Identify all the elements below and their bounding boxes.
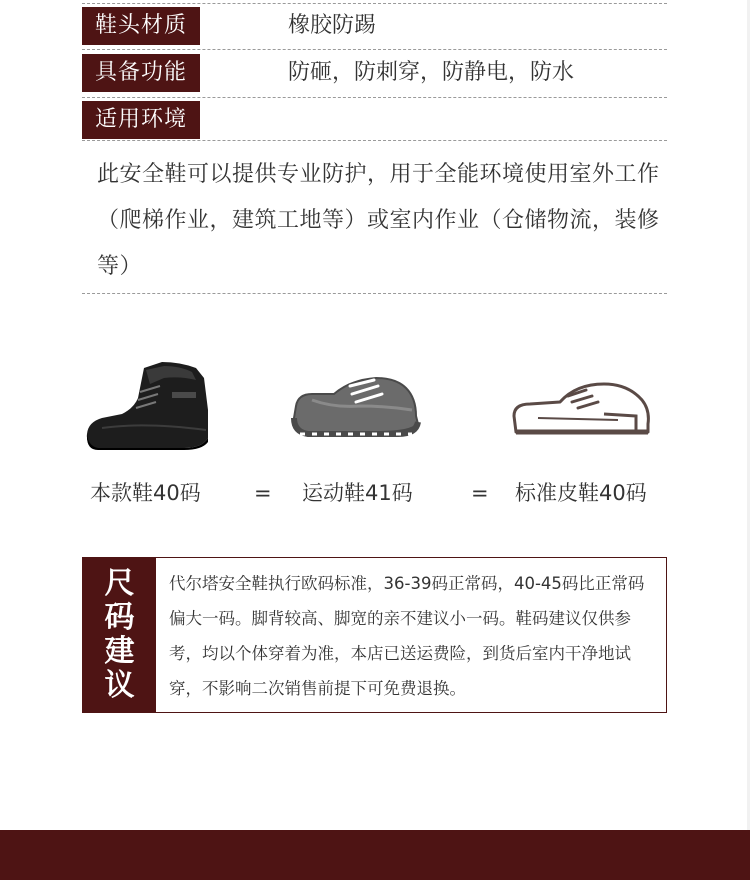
sneaker-icon xyxy=(290,372,422,442)
dress-shoe-size-label: 标准皮鞋40码 xyxy=(515,481,647,505)
equals-sign: = xyxy=(254,481,272,505)
footer-band xyxy=(0,830,750,880)
divider xyxy=(82,97,667,98)
spec-value-toe-material: 橡胶防踢 xyxy=(288,13,377,38)
size-advice-box xyxy=(82,557,667,713)
size-advice-title: 尺码建议 xyxy=(104,566,135,703)
divider xyxy=(82,3,667,4)
spec-label-toe-material: 鞋头材质 xyxy=(82,7,200,45)
environment-description: 此安全鞋可以提供专业防护，用于全能环境使用室外工作（爬梯作业，建筑工地等）或室内作业（仓储物流，装修等） xyxy=(97,162,660,279)
spec-label-environment: 适用环境 xyxy=(82,101,200,139)
safety-boot-icon xyxy=(84,358,212,450)
equals-sign: = xyxy=(471,481,489,505)
spec-label-functions: 具备功能 xyxy=(82,54,200,92)
sneaker-size-label: 运动鞋41码 xyxy=(302,481,413,505)
size-advice-text: 代尔塔安全鞋执行欧码标准，36-39码正常码，40-45码比正常码偏大一码。脚背较高、脚宽的亲不建议小一码。鞋码建议仅供参考，均以个体穿着为准，本店已送运费险，到货后室内干净地试穿，不影响二次销售前提下可免费退换。 xyxy=(169,574,645,698)
divider xyxy=(82,293,667,294)
size-advice-title-panel xyxy=(83,558,156,712)
spec-value-functions: 防砸，防刺穿，防静电，防水 xyxy=(288,60,575,85)
boot-size-label: 本款鞋40码 xyxy=(90,481,201,505)
divider xyxy=(82,140,667,141)
dress-shoe-icon xyxy=(508,378,654,440)
divider xyxy=(82,49,667,50)
